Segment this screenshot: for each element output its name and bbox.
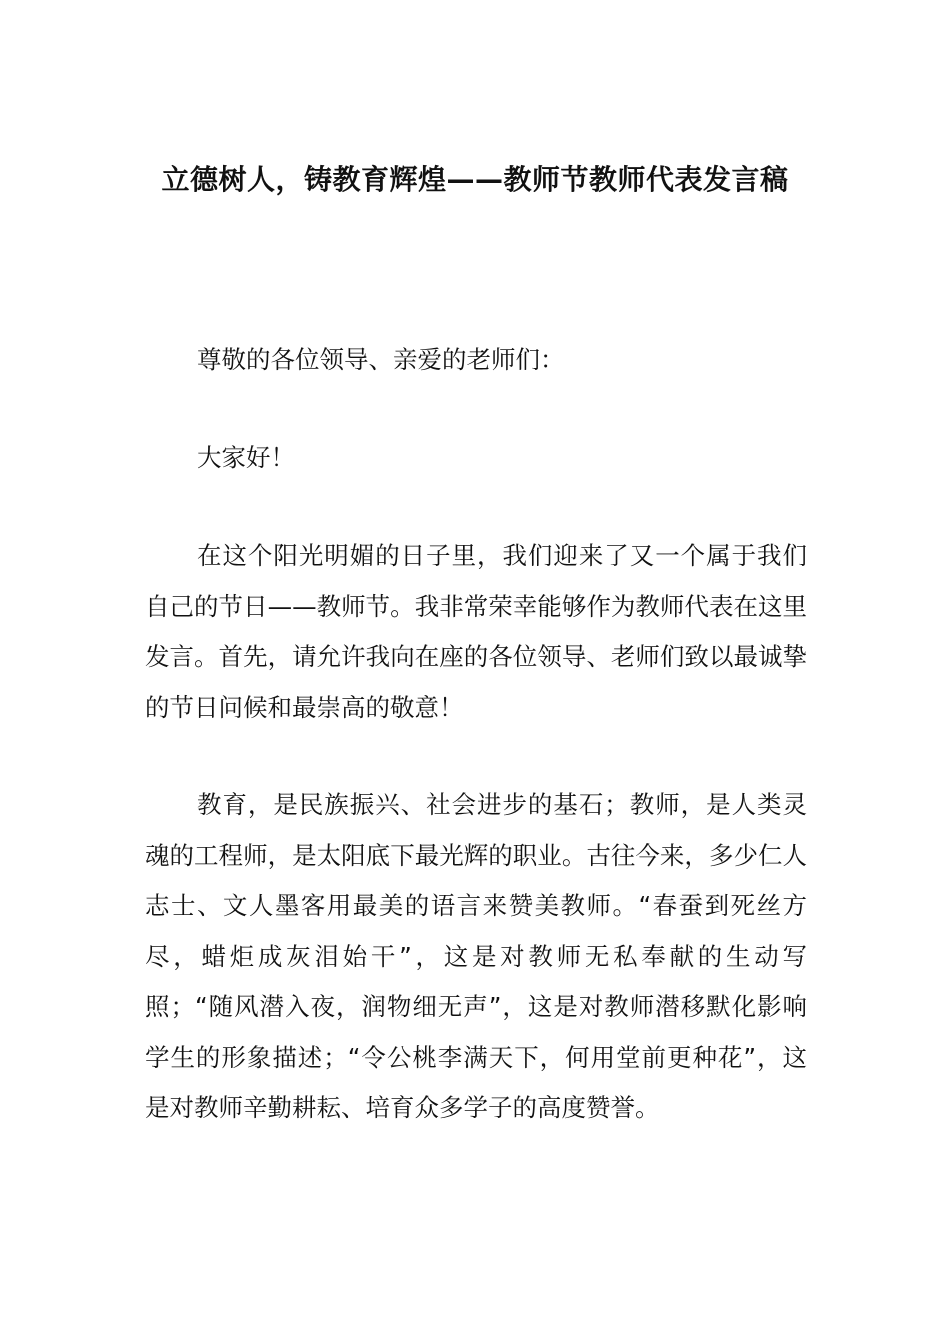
salutation-paragraph: 尊敬的各位领导、亲爱的老师们：	[197, 345, 565, 374]
document-title: 立德树人，铸教育辉煌——教师节教师代表发言稿	[161, 163, 789, 196]
body-paragraph: 在这个阳光明媚的日子里，我们迎来了又一个属于我们自己的节日——教师节。我非常荣幸能够作为教师代表在这里发言。首先，请允许我向在座的各位领导、老师们致以最诚挚的节日问候和最崇高的敬意！	[145, 541, 807, 722]
body-paragraph: 教育，是民族振兴、社会进步的基石；教师，是人类灵魂的工程师，是太阳底下最光辉的职业。古往今来，多少仁人志士、文人墨客用最美的语言来赞美教师。“春蚕到死丝方尽，蜡炬成灰泪始干”，这是对教师无私奉献的生动写照；“随风潜入夜，润物细无声”，这是对教师潜移默化影响学生的形象描述；“令公桃李满天下，何用堂前更种花”，这是对教师辛勤耕耘、培育众多学子的高度赞誉。	[145, 790, 807, 1122]
greeting-paragraph: 大家好！	[197, 443, 295, 472]
